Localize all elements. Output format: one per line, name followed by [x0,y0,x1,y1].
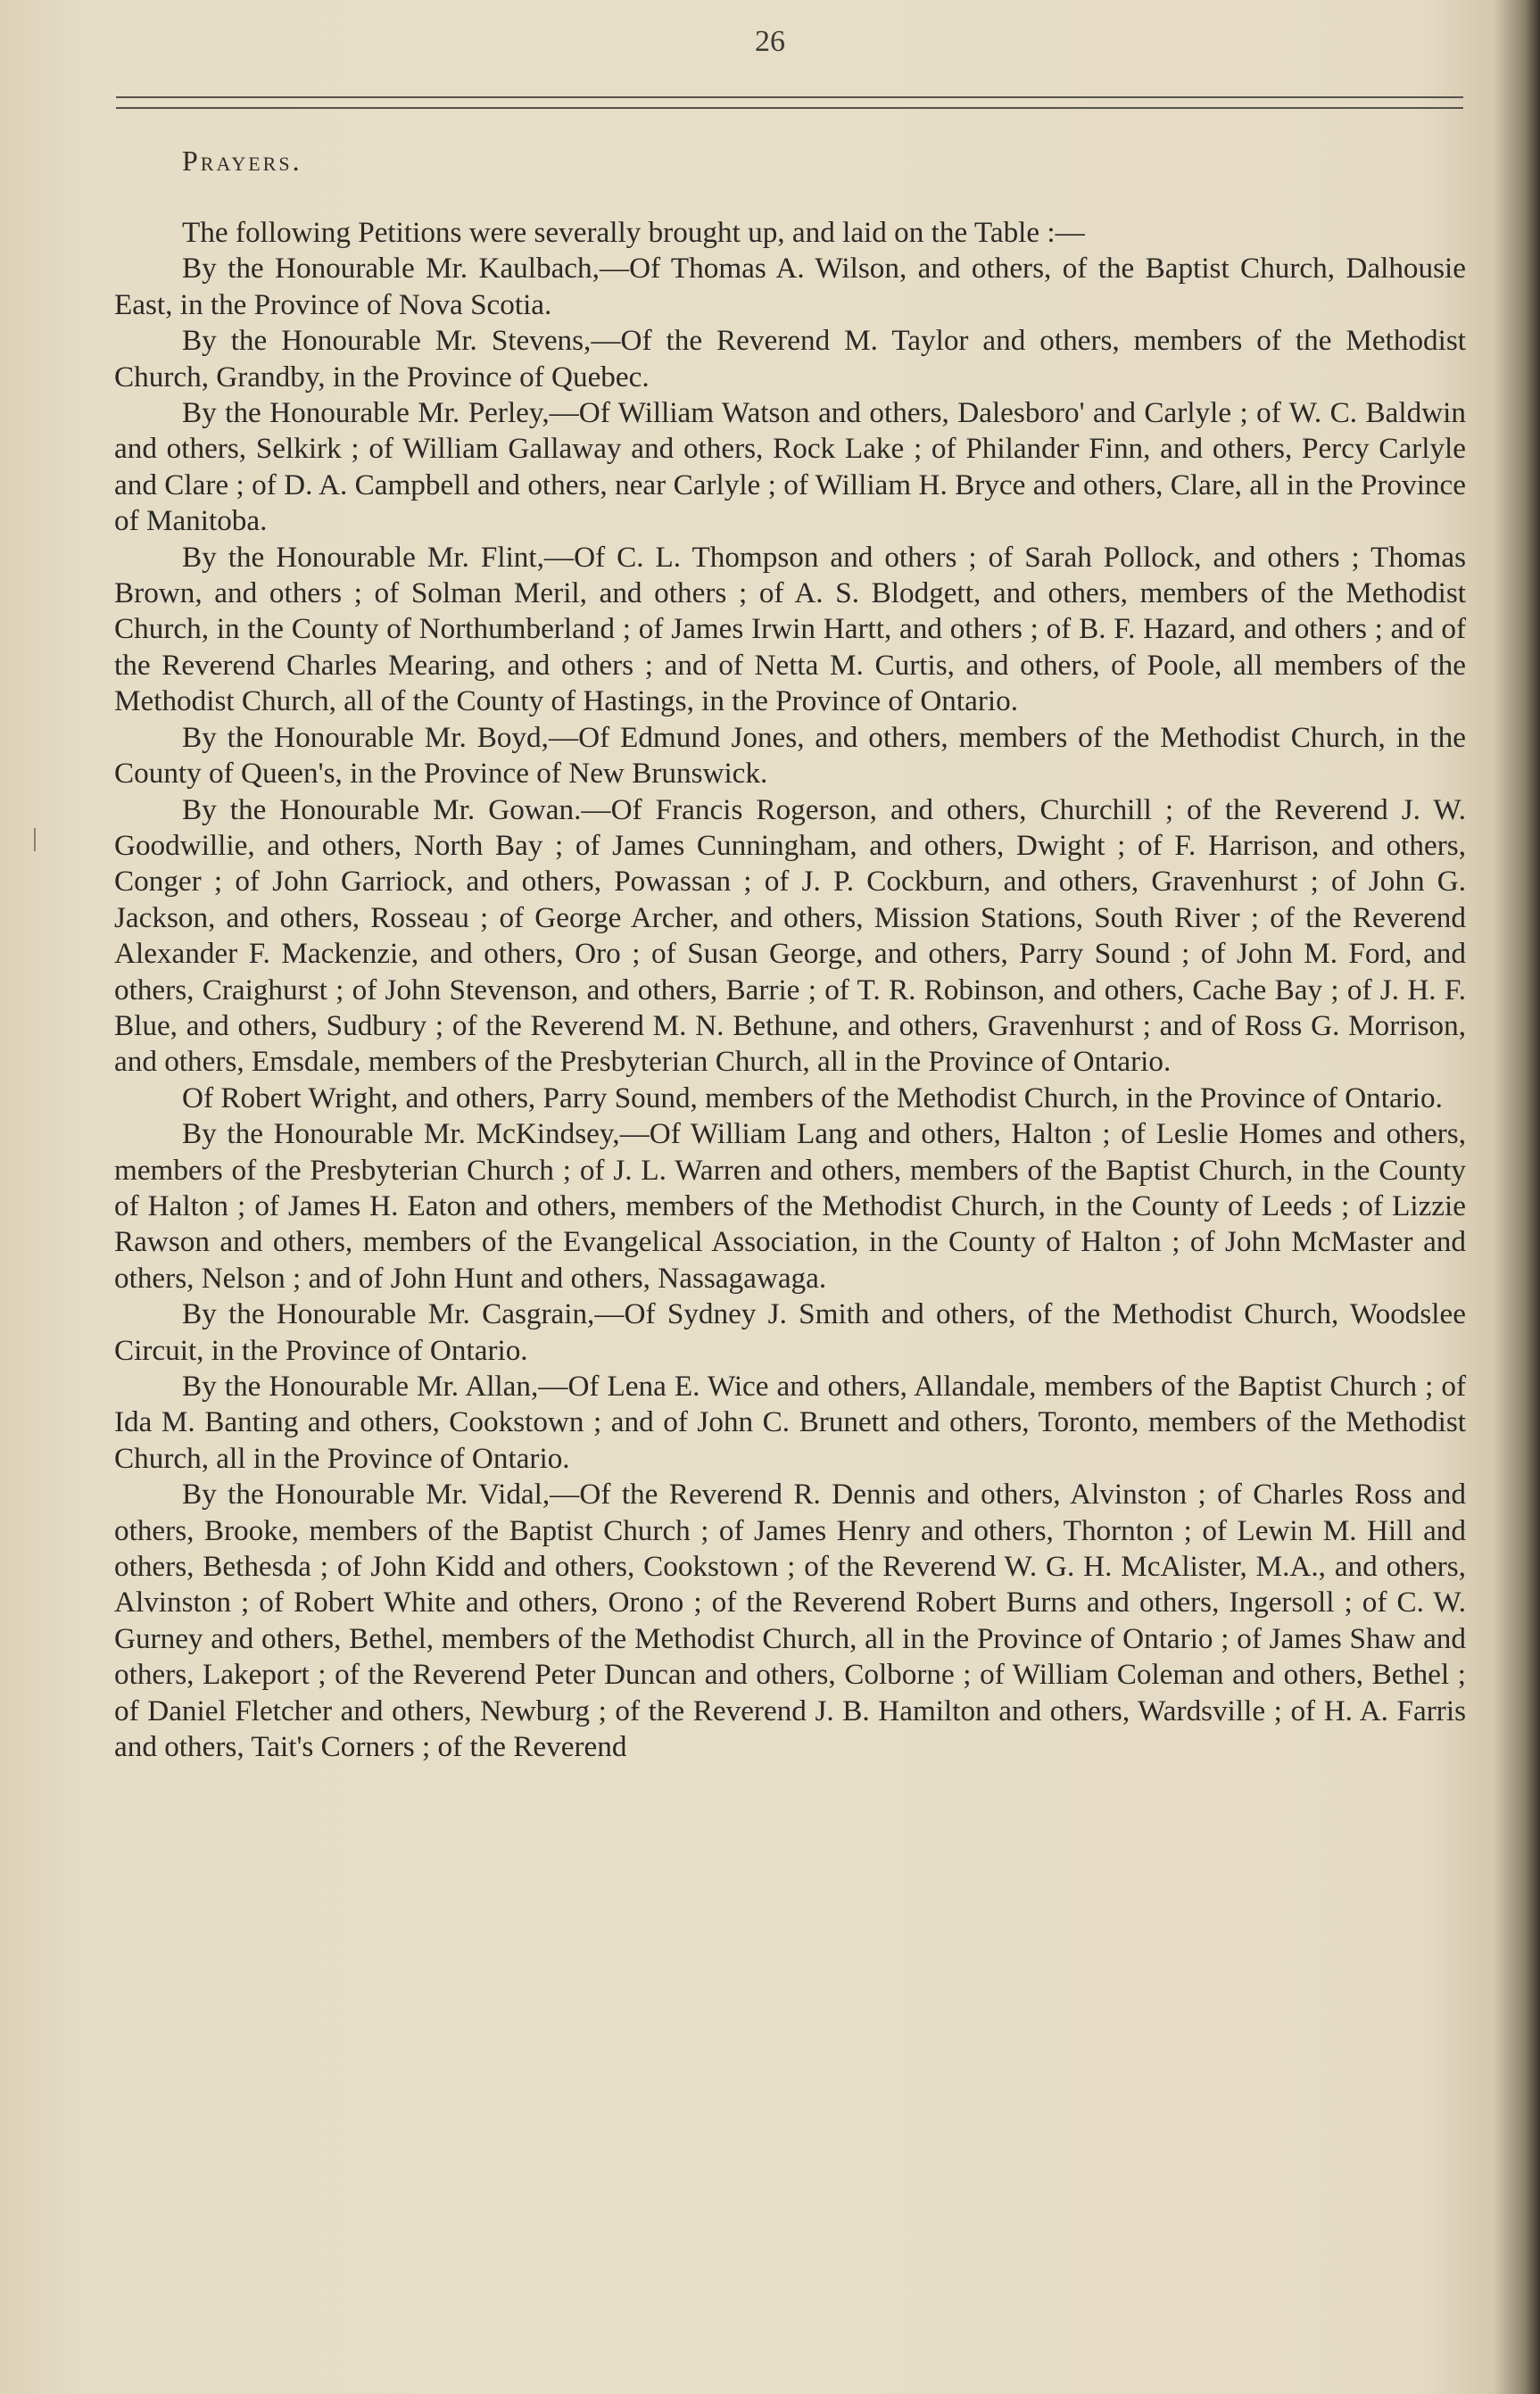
paragraph-gowan: By the Honourable Mr. Gowan.—Of Francis Rogerson, and others, Churchill ; of the Reverend J. W. Goodwillie, and others, North Bay ; of James Cunningham, and others, Dwight ; of F. Harrison, and others, Conger ; of John Garriock, and others, Powassan ; of J. P. Cockburn, and others, Gravenhurst ; of John G. Jackson, and others, Rosseau ; of George Archer, and others, Mission Stations, South River ; of the Reverend Alexander F. Mackenzie, and others, Oro ; of Susan George, and others, Parry Sound ; of John M. Ford, and others, Craighurst ; of John Stevenson, and others, Barrie ; of T. R. Robinson, and others, Cache Bay ; of J. H. F. Blue, and others, Sudbury ; of the Reverend M. N. Bethune, and others, Gravenhurst ; and of Ross G. Morrison, and others, Emsdale, members of the Presbyterian Church, all in the Province of Ontario. [114,792,1466,1079]
paragraph-allan: By the Honourable Mr. Allan,—Of Lena E. Wice and others, Allandale, members of the Baptist Church ; of Ida M. Banting and others, Cookstown ; and of John C. Brunett and others, Toronto, members of the Methodist Church, all in the Province of Ontario. [114,1370,1466,1475]
section-heading: Prayers. [182,145,302,177]
paragraph-perley: By the Honourable Mr. Perley,—Of William Watson and others, Dalesboro' and Carlyle ; of W. C. Baldwin and others, Selkirk ; of William Gallaway and others, Rock Lake ; of Philander Finn, and others, Percy Carlyle and Clare ; of D. A. Campbell and others, near Carlyle ; of William H. Bryce and others, Clare, all in the Province of Manitoba. [114,396,1466,538]
paragraph-flint: By the Honourable Mr. Flint,—Of C. L. Thompson and others ; of Sarah Pollock, and others ; Thomas Brown, and others ; of Solman Meril, and others ; of A. S. Blodgett, and others, members of the Methodist Church, in the County of Northumberland ; of James Irwin Hartt, and others ; of B. F. Hazard, and others ; and of the Reverend Charles Mearing, and others ; and of Netta M. Curtis, and others, of Poole, all members of the Methodist Church, all of the County of Hastings, in the Province of Ontario. [114,540,1466,718]
paragraph-boyd: By the Honourable Mr. Boyd,—Of Edmund Jones, and others, members of the Methodist Church, in the County of Queen's, in the Province of New Brunswick. [114,720,1466,791]
header-rule-bottom [116,107,1463,109]
page-number: 26 [755,25,785,58]
margin-mark [34,828,36,851]
paragraph-intro: The following Petitions were severally brought up, and laid on the Table :— [182,216,1085,249]
paragraph-vidal: By the Honourable Mr. Vidal,—Of the Reverend R. Dennis and others, Alvinston ; of Charles Ross and others, Brooke, members of the Baptist Church ; of James Henry and others, Thornton ; of Lewin M. Hill and others, Bethesda ; of John Kidd and others, Cookstown ; of the Reverend W. G. H. McAlister, M.A., and others, Alvinston ; of Robert White and others, Orono ; of the Reverend Robert Burns and others, Ingersoll ; of C. W. Gurney and others, Bethel, members of the Methodist Church, all in the Province of Ontario ; of James Shaw and others, Lakeport ; of the Reverend Peter Duncan and others, Colborne ; of William Coleman and others, Bethel ; of Daniel Fletcher and others, Newburg ; of the Reverend J. B. Hamilton and others, Wardsville ; of H. A. Farris and others, Tait's Corners ; of the Reverend [114,1478,1466,1764]
paragraph-kaulbach: By the Honourable Mr. Kaulbach,—Of Thomas A. Wilson, and others, of the Baptist Church, Dalhousie East, in the Province of Nova Scotia. [114,252,1466,321]
paragraph-wright: Of Robert Wright, and others, Parry Sound, members of the Methodist Church, in the Province of Ontario. [182,1081,1443,1114]
body-text [114,215,1466,1765]
header-rule-top [116,96,1463,98]
paragraph-casgrain: By the Honourable Mr. Casgrain,—Of Sydney J. Smith and others, of the Methodist Church, Woodslee Circuit, in the Province of Ontario. [114,1297,1466,1367]
paragraph-stevens: By the Honourable Mr. Stevens,—Of the Reverend M. Taylor and others, members of the Methodist Church, Grandby, in the Province of Quebec. [114,324,1466,393]
paragraph-mckindsey: By the Honourable Mr. McKindsey,—Of William Lang and others, Halton ; of Leslie Homes and others, members of the Presbyterian Church ; of J. L. Warren and others, members of the Baptist Church, in the County of Halton ; of James H. Eaton and others, members of the Methodist Church, in the County of Leeds ; of Lizzie Rawson and others, members of the Evangelical Association, in the County of Halton ; of John McMaster and others, Nelson ; and of John Hunt and others, Nassagawaga. [114,1117,1466,1295]
